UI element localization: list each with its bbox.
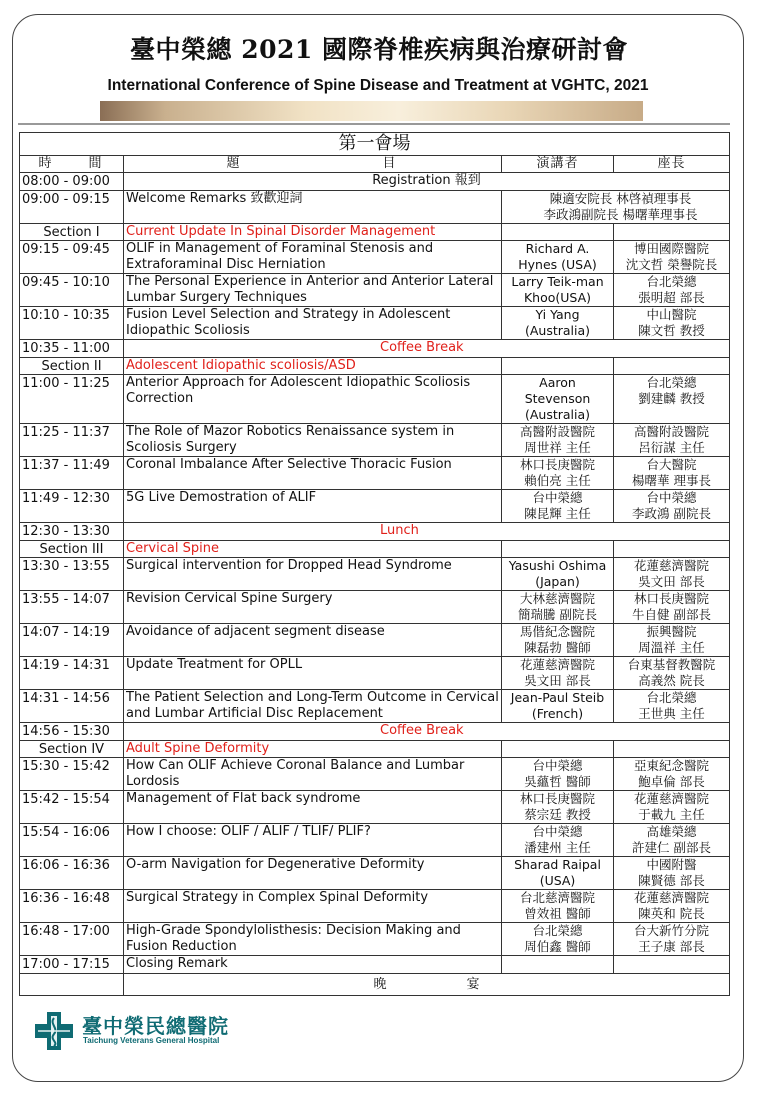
dinner-char: 宴 bbox=[466, 976, 480, 992]
text-line: 花蓮慈濟醫院 bbox=[633, 791, 709, 806]
column-header-speaker: 演講者 bbox=[502, 156, 614, 173]
topic-cell: Surgical intervention for Dropped Head Syndrome bbox=[124, 558, 502, 591]
chair-cell bbox=[614, 824, 730, 857]
text-line: (French) bbox=[531, 706, 584, 721]
text-line: Sharad Raipal bbox=[514, 857, 601, 872]
welcome-speakers-cell bbox=[502, 190, 730, 223]
speaker-cell bbox=[502, 558, 614, 591]
text-line: 于載九 主任 bbox=[638, 807, 705, 822]
chair-cell bbox=[614, 923, 730, 956]
speaker-cell bbox=[502, 824, 614, 857]
time-cell bbox=[20, 973, 124, 995]
speaker-cell bbox=[502, 591, 614, 624]
text-line: 潘建州 主任 bbox=[524, 840, 591, 855]
topic-cell: OLIF in Management of Foraminal Stenosis and Extraforaminal Disc Herniation bbox=[124, 241, 502, 274]
topic-cell: How I choose: OLIF / ALIF / TLIF/ PLIF? bbox=[124, 824, 502, 857]
chair-cell bbox=[614, 457, 730, 490]
table-row bbox=[20, 424, 730, 457]
time-cell: 15:42 - 15:54 bbox=[20, 791, 124, 824]
table-row bbox=[20, 657, 730, 690]
topic-cell: Fusion Level Selection and Strategy in Adolescent Idiopathic Scoliosis bbox=[124, 307, 502, 340]
chair-cell bbox=[614, 591, 730, 624]
table-row bbox=[20, 591, 730, 624]
text-line: 林口長庚醫院 bbox=[633, 591, 709, 606]
text-line: 花蓮慈濟醫院 bbox=[519, 657, 595, 672]
topic-cell: Coronal Imbalance After Selective Thoracic Fusion bbox=[124, 457, 502, 490]
time-cell: 10:10 - 10:35 bbox=[20, 307, 124, 340]
time-cell: 09:45 - 10:10 bbox=[20, 274, 124, 307]
text-line: 李政鴻副院長 楊曙華理事長 bbox=[543, 206, 698, 222]
text-line: 台北榮總 bbox=[532, 923, 583, 938]
text-line: 陳賢德 部長 bbox=[638, 873, 705, 888]
time-cell: Section IV bbox=[20, 740, 124, 758]
text-line: 牛自健 副部長 bbox=[632, 607, 711, 622]
table-row bbox=[20, 857, 730, 890]
text-line: (USA) bbox=[539, 873, 576, 888]
chair-cell bbox=[614, 690, 730, 723]
empty-cell bbox=[614, 540, 730, 558]
time-cell: 14:31 - 14:56 bbox=[20, 690, 124, 723]
text-line: 鮑卓倫 部長 bbox=[638, 774, 705, 789]
column-header-row bbox=[20, 156, 730, 173]
time-cell: Section I bbox=[20, 223, 124, 241]
speaker-cell bbox=[502, 923, 614, 956]
topic-cell: The Role of Mazor Robotics Renaissance system in Scoliosis Surgery bbox=[124, 424, 502, 457]
text-line: 大林慈濟醫院 bbox=[519, 591, 595, 606]
time-cell: 16:06 - 16:36 bbox=[20, 857, 124, 890]
table-row bbox=[20, 690, 730, 723]
text-line: Yasushi Oshima bbox=[508, 558, 607, 573]
text-line: 曾效祖 醫師 bbox=[524, 906, 591, 921]
column-header-char: 目 bbox=[382, 156, 399, 171]
chair-cell bbox=[614, 490, 730, 523]
chair-cell bbox=[614, 657, 730, 690]
time-cell: 17:00 - 17:15 bbox=[20, 956, 124, 974]
chair-cell bbox=[614, 424, 730, 457]
time-cell: 11:49 - 12:30 bbox=[20, 490, 124, 523]
table-row bbox=[20, 973, 730, 995]
text-line: 吳文田 部長 bbox=[638, 574, 705, 589]
topic-cell: 5G Live Demostration of ALIF bbox=[124, 490, 502, 523]
text-line: 高醫附設醫院 bbox=[519, 424, 595, 439]
table-row bbox=[20, 624, 730, 657]
chair-cell bbox=[614, 558, 730, 591]
speaker-cell bbox=[502, 457, 614, 490]
text-line: 王子康 部長 bbox=[638, 939, 705, 954]
table-row bbox=[20, 723, 730, 741]
table-row bbox=[20, 223, 730, 241]
text-line: Khoo(USA) bbox=[523, 290, 592, 305]
empty-cell bbox=[502, 357, 614, 375]
time-cell: 13:30 - 13:55 bbox=[20, 558, 124, 591]
dinner-char: 晚 bbox=[373, 976, 387, 992]
column-header-chair: 座長 bbox=[614, 156, 730, 173]
text-line: 王世典 主任 bbox=[638, 706, 705, 721]
text-line: 花蓮慈濟醫院 bbox=[633, 558, 709, 573]
topic-cell: Management of Flat back syndrome bbox=[124, 791, 502, 824]
text-line: 花蓮慈濟醫院 bbox=[633, 890, 709, 905]
time-cell: 12:30 - 13:30 bbox=[20, 523, 124, 541]
text-line: 吳文田 部長 bbox=[524, 673, 591, 688]
speaker-cell bbox=[502, 375, 614, 424]
text-line: 張明超 部長 bbox=[638, 290, 705, 305]
time-cell: 13:55 - 14:07 bbox=[20, 591, 124, 624]
text-line: 台北慈濟醫院 bbox=[519, 890, 595, 905]
time-cell: Section III bbox=[20, 540, 124, 558]
dinner-cell bbox=[124, 973, 730, 995]
text-line: 中山醫院 bbox=[646, 307, 697, 322]
time-cell: 08:00 - 09:00 bbox=[20, 173, 124, 191]
topic-cell: The Patient Selection and Long-Term Outcome in Cervical and Lumbar Artificial Disc Replacement bbox=[124, 690, 502, 723]
break-cell: Lunch bbox=[124, 523, 730, 541]
text-line: 楊曙華 理事長 bbox=[632, 473, 711, 488]
break-cell: Coffee Break bbox=[124, 723, 730, 741]
empty-cell bbox=[502, 540, 614, 558]
chair-cell bbox=[614, 307, 730, 340]
text-line: 周世祥 主任 bbox=[524, 440, 591, 455]
table-row bbox=[20, 758, 730, 791]
registration-cell: Registration 報到 bbox=[124, 173, 730, 191]
table-row bbox=[20, 173, 730, 191]
text-line: 台中榮總 bbox=[532, 758, 583, 773]
text-line: 林口長庚醫院 bbox=[519, 791, 595, 806]
chair-cell bbox=[614, 857, 730, 890]
text-line: 台大醫院 bbox=[646, 457, 697, 472]
empty-cell bbox=[614, 740, 730, 758]
table-row bbox=[20, 357, 730, 375]
text-line: 劉建麟 教授 bbox=[638, 391, 705, 406]
text-line: 陳磊勃 醫師 bbox=[524, 640, 591, 655]
topic-cell: Anterior Approach for Adolescent Idiopathic Scoliosis Correction bbox=[124, 375, 502, 424]
text-line: 賴伯亮 主任 bbox=[524, 473, 591, 488]
text-line: Aaron bbox=[539, 375, 576, 390]
speaker-cell bbox=[502, 690, 614, 723]
hospital-name-chinese: 臺中榮民總醫院 bbox=[82, 1014, 229, 1038]
time-cell: 11:37 - 11:49 bbox=[20, 457, 124, 490]
chair-cell bbox=[614, 241, 730, 274]
text-line: (Australia) bbox=[524, 323, 591, 338]
column-header-char: 時 bbox=[38, 156, 55, 171]
text-line: 台大新竹分院 bbox=[633, 923, 709, 938]
chair-cell bbox=[614, 274, 730, 307]
text-line: 高雄榮總 bbox=[646, 824, 697, 839]
text-line: 吳蘊哲 醫師 bbox=[524, 774, 591, 789]
speaker-cell bbox=[502, 758, 614, 791]
section-title: Cervical Spine bbox=[124, 540, 502, 558]
time-cell: 14:56 - 15:30 bbox=[20, 723, 124, 741]
text-line: 陳英和 院長 bbox=[638, 906, 705, 921]
table-row bbox=[20, 558, 730, 591]
speaker-cell bbox=[502, 624, 614, 657]
schedule-table bbox=[19, 132, 730, 996]
chair-cell bbox=[614, 375, 730, 424]
table-row bbox=[20, 274, 730, 307]
table-row bbox=[20, 340, 730, 358]
chair-cell bbox=[614, 791, 730, 824]
chair-cell bbox=[614, 956, 730, 974]
table-row bbox=[20, 890, 730, 923]
speaker-cell bbox=[502, 490, 614, 523]
speaker-cell bbox=[502, 857, 614, 890]
session-title-row bbox=[20, 133, 730, 156]
time-cell: 10:35 - 11:00 bbox=[20, 340, 124, 358]
text-line: 台中榮總 bbox=[646, 490, 697, 505]
topic-cell: Avoidance of adjacent segment disease bbox=[124, 624, 502, 657]
empty-cell bbox=[502, 223, 614, 241]
text-line: 陳昆輝 主任 bbox=[524, 506, 591, 521]
empty-cell bbox=[502, 740, 614, 758]
hospital-name-english: Taichung Veterans General Hospital bbox=[83, 1036, 220, 1045]
text-line: 陳文哲 教授 bbox=[638, 323, 705, 338]
text-line: Larry Teik-man bbox=[511, 274, 604, 289]
text-line: Richard A. bbox=[525, 241, 590, 256]
chair-cell bbox=[614, 758, 730, 791]
topic-cell: Surgical Strategy in Complex Spinal Deformity bbox=[124, 890, 502, 923]
topic-cell: O-arm Navigation for Degenerative Deformity bbox=[124, 857, 502, 890]
time-cell: 11:25 - 11:37 bbox=[20, 424, 124, 457]
topic-cell: The Personal Experience in Anterior and Anterior Lateral Lumbar Surgery Techniques bbox=[124, 274, 502, 307]
time-cell: 14:07 - 14:19 bbox=[20, 624, 124, 657]
time-cell: Section II bbox=[20, 357, 124, 375]
text-line: 周伯鑫 醫師 bbox=[524, 939, 591, 954]
hospital-logo-icon bbox=[32, 1010, 76, 1052]
text-line: 博田國際醫院 bbox=[633, 241, 709, 256]
section-title: Adult Spine Deformity bbox=[124, 740, 502, 758]
section-title: Current Update In Spinal Disorder Management bbox=[124, 223, 502, 241]
topic-cell: Closing Remark bbox=[124, 956, 502, 974]
speaker-cell bbox=[502, 657, 614, 690]
table-row bbox=[20, 791, 730, 824]
time-cell: 15:30 - 15:42 bbox=[20, 758, 124, 791]
speaker-cell bbox=[502, 890, 614, 923]
text-line: 馬偕紀念醫院 bbox=[519, 624, 595, 639]
text-line: Yi Yang bbox=[535, 307, 580, 322]
table-row bbox=[20, 956, 730, 974]
text-line: 中國附醫 bbox=[646, 857, 697, 872]
speaker-cell bbox=[502, 424, 614, 457]
table-row bbox=[20, 824, 730, 857]
table-row bbox=[20, 307, 730, 340]
speaker-cell bbox=[502, 241, 614, 274]
empty-cell bbox=[614, 357, 730, 375]
text-line: 周溫祥 主任 bbox=[638, 640, 705, 655]
text-line: 台北榮總 bbox=[646, 274, 697, 289]
time-cell: 09:00 - 09:15 bbox=[20, 190, 124, 223]
text-line: 亞東紀念醫院 bbox=[633, 758, 709, 773]
text-line: 台東基督教醫院 bbox=[627, 657, 716, 672]
speaker-cell bbox=[502, 956, 614, 974]
text-line: 高義然 院長 bbox=[638, 673, 705, 688]
text-line: 許建仁 副部長 bbox=[632, 840, 711, 855]
time-cell: 14:19 - 14:31 bbox=[20, 657, 124, 690]
chair-cell bbox=[614, 890, 730, 923]
text-line: 簡瑞騰 副院長 bbox=[518, 607, 597, 622]
page-title-chinese: 臺中榮總 2021 國際脊椎疾病與治療研討會 bbox=[108, 31, 650, 69]
text-line: (Australia) bbox=[524, 407, 591, 422]
table-row bbox=[20, 190, 730, 223]
text-line: 陳適安院長 林啓禎理事長 bbox=[549, 190, 692, 206]
text-line: 台北榮總 bbox=[646, 690, 697, 705]
text-line: 林口長庚醫院 bbox=[519, 457, 595, 472]
time-cell: 16:36 - 16:48 bbox=[20, 890, 124, 923]
time-cell: 15:54 - 16:06 bbox=[20, 824, 124, 857]
text-line: 蔡宗廷 教授 bbox=[524, 807, 591, 822]
time-cell: 09:15 - 09:45 bbox=[20, 241, 124, 274]
table-row bbox=[20, 523, 730, 541]
speaker-cell bbox=[502, 307, 614, 340]
text-line: 振興醫院 bbox=[646, 624, 697, 639]
break-cell: Coffee Break bbox=[124, 340, 730, 358]
topic-cell: High-Grade Spondylolisthesis: Decision Making and Fusion Reduction bbox=[124, 923, 502, 956]
speaker-cell bbox=[502, 274, 614, 307]
speaker-cell bbox=[502, 791, 614, 824]
table-row bbox=[20, 457, 730, 490]
table-row bbox=[20, 540, 730, 558]
text-line: 李政鴻 副院長 bbox=[632, 506, 711, 521]
topic-cell: Welcome Remarks 致歡迎詞 bbox=[124, 190, 502, 223]
text-line: Hynes (USA) bbox=[518, 257, 597, 272]
text-line: 呂衍謀 主任 bbox=[638, 440, 705, 455]
text-line: (Japan) bbox=[535, 574, 580, 589]
text-line: 台中榮總 bbox=[532, 824, 583, 839]
column-header-topic bbox=[124, 156, 502, 173]
page-title-english: International Conference of Spine Disease and Treatment at VGHTC, 2021 bbox=[50, 74, 706, 98]
decorative-banner bbox=[100, 101, 643, 121]
time-cell: 16:48 - 17:00 bbox=[20, 923, 124, 956]
column-header-char: 間 bbox=[88, 156, 105, 171]
chair-cell bbox=[614, 624, 730, 657]
table-row bbox=[20, 923, 730, 956]
topic-cell: How Can OLIF Achieve Coronal Balance and Lumbar Lordosis bbox=[124, 758, 502, 791]
table-row bbox=[20, 241, 730, 274]
table-row bbox=[20, 490, 730, 523]
text-line: Jean-Paul Steib bbox=[510, 690, 605, 705]
text-line: 台中榮總 bbox=[532, 490, 583, 505]
section-title: Adolescent Idiopathic scoliosis/ASD bbox=[124, 357, 502, 375]
table-row bbox=[20, 375, 730, 424]
topic-cell: Update Treatment for OPLL bbox=[124, 657, 502, 690]
session-title: 第一會場 bbox=[20, 133, 730, 156]
empty-cell bbox=[614, 223, 730, 241]
time-cell: 11:00 - 11:25 bbox=[20, 375, 124, 424]
text-line: 台北榮總 bbox=[646, 375, 697, 390]
text-line: Stevenson bbox=[524, 391, 591, 406]
topic-cell: Revision Cervical Spine Surgery bbox=[124, 591, 502, 624]
text-line: 沈文哲 榮譽院長 bbox=[625, 257, 718, 272]
column-header-char: 題 bbox=[226, 156, 243, 171]
table-row bbox=[20, 740, 730, 758]
divider bbox=[18, 123, 730, 125]
text-line: 高醫附設醫院 bbox=[633, 424, 709, 439]
column-header-time bbox=[20, 156, 124, 173]
